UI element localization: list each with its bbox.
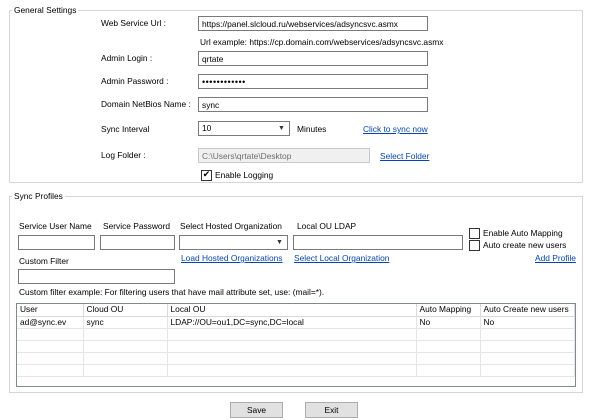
log-folder-input xyxy=(198,148,370,163)
chevron-down-icon: ▼ xyxy=(278,125,285,132)
sync-interval-select[interactable] xyxy=(198,121,290,136)
sync-profiles-legend: Sync Profiles xyxy=(14,191,63,201)
enable-auto-mapping-checkbox[interactable] xyxy=(469,228,480,239)
web-service-url-input[interactable] xyxy=(198,16,428,31)
column-header-auto-mapping[interactable]: Auto Mapping xyxy=(416,304,480,316)
local-ou-label: Local OU LDAP xyxy=(297,221,357,231)
load-hosted-orgs-link[interactable]: Load Hosted Organizations xyxy=(181,253,283,263)
column-header-local-ou[interactable]: Local OU xyxy=(167,304,416,316)
table-row[interactable] xyxy=(17,316,575,328)
select-local-org-link[interactable]: Select Local Organization xyxy=(294,253,390,263)
log-folder-label: Log Folder : xyxy=(101,150,146,160)
table-row-empty xyxy=(17,352,575,364)
hosted-org-label: Select Hosted Organization xyxy=(180,221,282,231)
admin-login-label: Admin Login : xyxy=(101,53,153,63)
auto-create-users-label: Auto create new users xyxy=(483,240,567,250)
custom-filter-input[interactable] xyxy=(18,269,175,284)
sync-interval-label: Sync Interval xyxy=(101,124,150,134)
admin-password-label: Admin Password : xyxy=(101,76,169,86)
column-header-cloud-ou[interactable]: Cloud OU xyxy=(83,304,167,316)
table-row-empty xyxy=(17,340,575,352)
custom-filter-example: Custom filter example: For filtering users that have mail attribute set, use: (mail=*). xyxy=(19,287,325,297)
sync-interval-value: 10 xyxy=(202,123,212,133)
enable-logging-checkbox[interactable] xyxy=(201,170,212,181)
url-example-text: Url example: https://cp.domain.com/webservices/adsyncsvc.asmx xyxy=(200,37,444,47)
admin-password-input[interactable] xyxy=(198,74,428,89)
cell-auto-create: No xyxy=(480,316,575,328)
local-ou-input[interactable] xyxy=(293,235,463,250)
checkmark-icon: ✔ xyxy=(202,169,211,179)
column-header-user[interactable]: User xyxy=(17,304,83,316)
custom-filter-label: Custom Filter xyxy=(19,256,69,266)
auto-create-users-checkbox[interactable] xyxy=(469,240,480,251)
cell-auto-mapping: No xyxy=(416,316,480,328)
netbios-name-label: Domain NetBios Name : xyxy=(101,99,191,109)
service-password-input[interactable] xyxy=(100,235,175,250)
select-folder-link[interactable]: Select Folder xyxy=(380,151,430,161)
save-button[interactable]: Save xyxy=(230,402,283,418)
general-settings-legend: General Settings xyxy=(14,5,77,15)
add-profile-link[interactable]: Add Profile xyxy=(535,253,576,263)
table-row-empty xyxy=(17,328,575,340)
exit-button[interactable]: Exit xyxy=(305,402,358,418)
profiles-table[interactable] xyxy=(16,303,576,387)
web-service-url-label: Web Service Url : xyxy=(101,18,167,28)
table-header-row xyxy=(17,304,575,316)
chevron-down-icon: ▼ xyxy=(276,239,283,246)
table-row-empty xyxy=(17,364,575,376)
enable-logging-label: Enable Logging xyxy=(215,170,274,180)
cell-cloud-ou: sync xyxy=(83,316,167,328)
cell-user: ad@sync.ev xyxy=(17,316,83,328)
cell-local-ou: LDAP://OU=ou1,DC=sync,DC=local xyxy=(167,316,416,328)
enable-auto-mapping-label: Enable Auto Mapping xyxy=(483,228,563,238)
sync-now-link[interactable]: Click to sync now xyxy=(363,124,428,134)
admin-login-input[interactable] xyxy=(198,51,428,66)
minutes-label: Minutes xyxy=(297,124,327,134)
hosted-org-select[interactable] xyxy=(179,235,288,250)
column-header-auto-create[interactable]: Auto Create new users xyxy=(480,304,575,316)
netbios-name-input[interactable] xyxy=(198,97,428,112)
service-password-label: Service Password xyxy=(103,221,171,231)
service-user-label: Service User Name xyxy=(19,221,92,231)
service-user-input[interactable] xyxy=(18,235,95,250)
